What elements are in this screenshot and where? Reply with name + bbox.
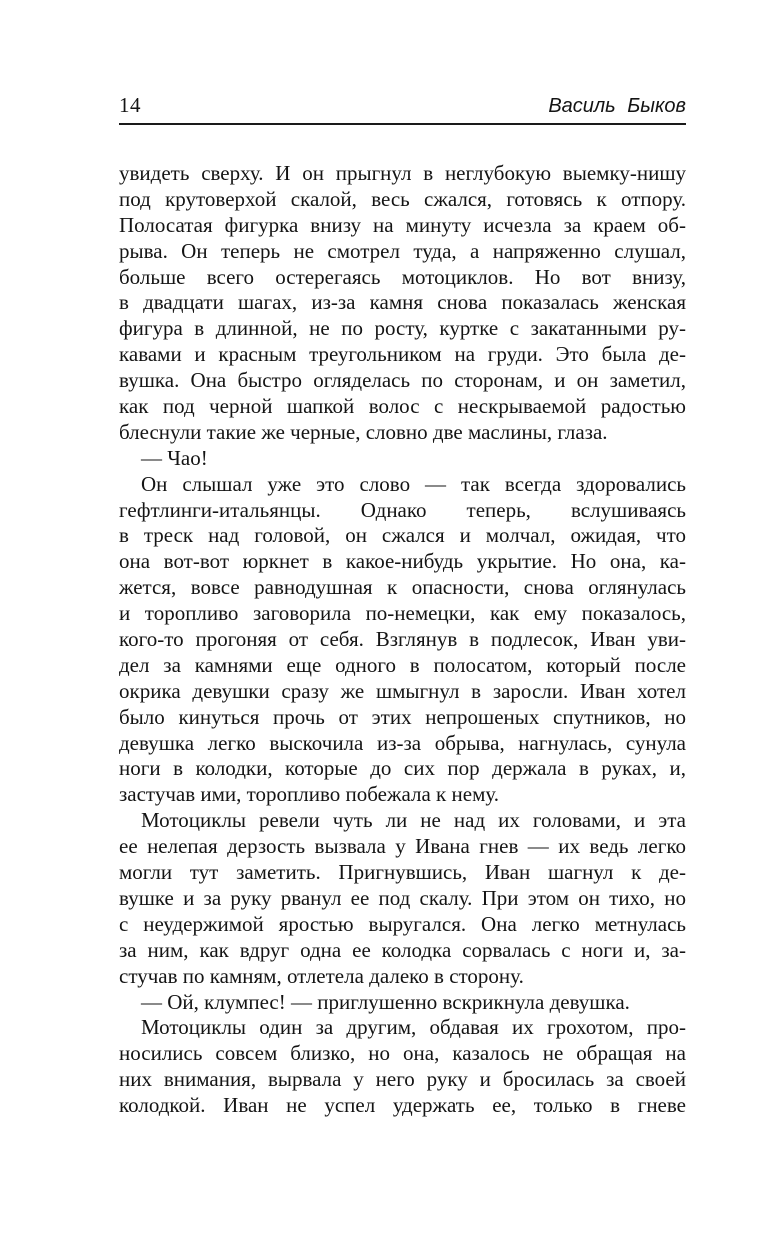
text-line: за ним, как вдруг одна ее колодка сорвалась с ноги и, за- bbox=[119, 937, 686, 962]
text-line: стучав по камням, отлетела далеко в сторону. bbox=[119, 963, 524, 988]
text-line: фигура в длинной, не по росту, куртке с закатанными ру- bbox=[119, 316, 686, 341]
text-line: рыва. Он теперь не смотрел туда, а напряженно слушал, bbox=[119, 238, 686, 263]
text-line: как под черной шапкой волос с нескрываемой радостью bbox=[119, 394, 686, 419]
text-line: было кинуться прочь от этих непрошеных спутников, но bbox=[119, 704, 686, 729]
text-line: Мотоциклы ревели чуть ли не над их головами, и эта bbox=[141, 808, 686, 833]
text-line: могли тут заметить. Пригнувшись, Иван шагнул к де- bbox=[119, 860, 686, 885]
text-line: ее нелепая дерзость вызвала у Ивана гнев — их ведь легко bbox=[119, 834, 686, 859]
text-line: дел за камнями еще одного в полосатом, который после bbox=[119, 652, 686, 677]
text-line: кавами и красным треугольником на груди. Это была де- bbox=[119, 342, 686, 367]
running-author: Василь Быков bbox=[548, 95, 686, 117]
text-line: — Чао! bbox=[141, 445, 208, 470]
page-number: 14 bbox=[119, 93, 141, 117]
text-line: гефтлинги-итальянцы. Однако теперь, вслушиваясь bbox=[119, 497, 686, 522]
header-rule bbox=[119, 123, 686, 125]
text-line: и торопливо заговорила по-немецки, как ему показалось, bbox=[119, 601, 686, 626]
text-line: них внимания, вырвала у него руку и бросилась за своей bbox=[119, 1067, 686, 1092]
text-line: с неудержимой яростью выругался. Она легко метнулась bbox=[119, 911, 686, 936]
text-line: в треск над головой, он сжался и молчал, ожидая, что bbox=[119, 523, 686, 548]
text-line: застучав ими, торопливо побежала к нему. bbox=[119, 782, 500, 807]
text-line: Полосатая фигурка внизу на минуту исчезла за краем об- bbox=[119, 212, 686, 237]
text-line: окрика девушки сразу же шмыгнул в заросли. Иван хотел bbox=[119, 678, 686, 703]
page-header bbox=[119, 93, 686, 117]
text-line: больше всего остерегаясь мотоциклов. Но вот внизу, bbox=[119, 264, 686, 289]
text-line: увидеть сверху. И он прыгнул в неглубокую выемку-нишу bbox=[119, 161, 686, 185]
text-line: Мотоциклы один за другим, обдавая их грохотом, про- bbox=[141, 1015, 686, 1040]
text-line: Он слышал уже это слово — так всегда здоровались bbox=[141, 471, 686, 496]
text-line: колодкой. Иван не успел удержать ее, только в гневе bbox=[119, 1093, 686, 1118]
body-text bbox=[119, 161, 686, 1119]
text-line: девушка легко выскочила из-за обрыва, нагнулась, сунула bbox=[119, 730, 686, 755]
text-line: жется, вовсе равнодушная к опасности, снова оглянулась bbox=[119, 575, 686, 600]
text-line: — Ой, клумпес! — приглушенно вскрикнула девушка. bbox=[141, 989, 630, 1014]
text-line: вушке и за руку рванул ее под скалу. При этом он тихо, но bbox=[119, 885, 686, 910]
text-line: блеснули такие же черные, словно две маслины, глаза. bbox=[119, 419, 608, 444]
text-line: она вот-вот юркнет в какое-нибудь укрытие. Но она, ка- bbox=[119, 549, 686, 574]
text-line: кого-то прогоняя от себя. Взглянув в подлесок, Иван уви- bbox=[119, 627, 686, 652]
text-line: в двадцати шагах, из-за камня снова показалась женская bbox=[119, 290, 686, 315]
text-line: ноги в колодки, которые до сих пор держала в руках, и, bbox=[119, 756, 686, 781]
text-line: под крутоверхой скалой, весь сжался, готовясь к отпору. bbox=[119, 186, 686, 211]
text-line: носились совсем близко, но она, казалось не обращая на bbox=[119, 1041, 686, 1066]
text-line: вушка. Она быстро огляделась по сторонам, и он заметил, bbox=[119, 368, 686, 393]
